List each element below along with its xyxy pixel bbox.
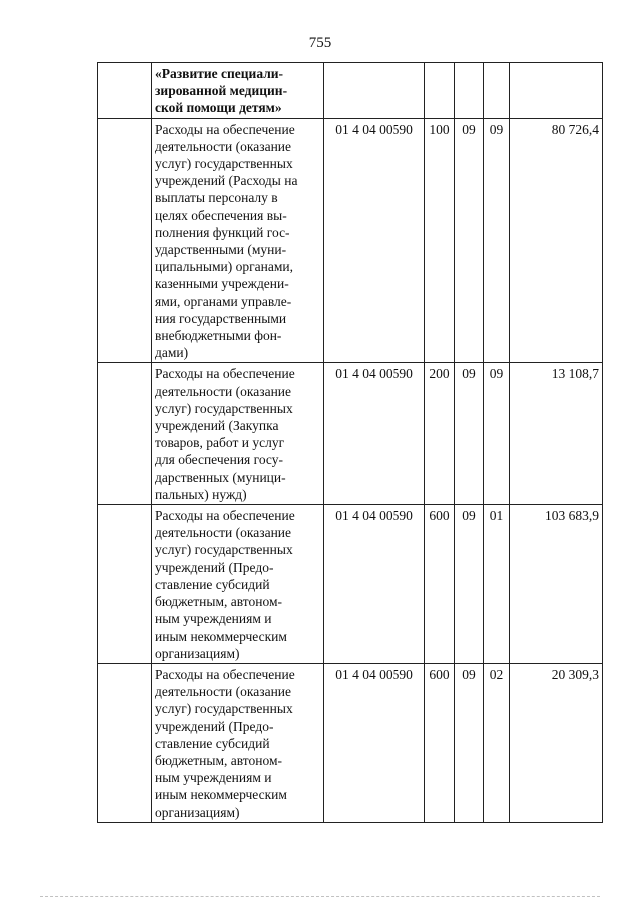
- section-cell: 09: [455, 663, 484, 822]
- expense-name-cell: [152, 63, 324, 119]
- expense-name-line: ями, органами управле-: [155, 293, 292, 309]
- expense-name-line: учреждений (Расходы на: [155, 173, 298, 189]
- expense-name-line: зированной медицин-: [155, 83, 288, 99]
- table-row: [98, 505, 603, 664]
- expense-name-line: ным учреждениям и: [155, 770, 272, 786]
- subsection-cell: [484, 63, 510, 119]
- expense-name-line: услуг) государственных: [155, 156, 293, 172]
- expense-name-cell: [152, 118, 324, 363]
- target-code-cell: 01 4 04 00590: [324, 663, 425, 822]
- amount-cell: 103 683,9: [510, 505, 603, 664]
- expense-name-line: деятельности (оказание: [155, 138, 292, 154]
- expense-name-line: целях обеспечения вы-: [155, 207, 287, 223]
- expense-name-line: «Развитие специали-: [155, 66, 284, 81]
- subsection-cell: 09: [484, 118, 510, 363]
- expense-name-line: ципальными) органами,: [155, 259, 293, 275]
- section-cell: 09: [455, 363, 484, 505]
- expense-name-line: Расходы на обеспечение: [155, 121, 295, 137]
- target-code-cell: [324, 63, 425, 119]
- expense-name-line: услуг) государственных: [155, 542, 293, 558]
- page-number: 755: [308, 35, 332, 51]
- expense-name-line: ской помощи детям»: [155, 100, 282, 116]
- amount-cell: 20 309,3: [510, 663, 603, 822]
- expense-name-line: организациям): [155, 804, 240, 820]
- expense-type-cell: 100: [425, 118, 455, 363]
- expense-name-line: полнения функций гос-: [155, 224, 290, 240]
- expense-name-line: дами): [155, 345, 189, 361]
- expense-name-line: учреждений (Закупка: [155, 418, 279, 434]
- empty-cell: [98, 118, 152, 363]
- expense-name-line: деятельности (оказание: [155, 525, 292, 541]
- expense-name-line: деятельности (оказание: [155, 383, 292, 399]
- expense-name-line: казенными учреждени-: [155, 276, 289, 292]
- table-row: [98, 663, 603, 822]
- expense-type-cell: 200: [425, 363, 455, 505]
- expense-name-line: услуг) государственных: [155, 400, 293, 416]
- expense-name-line: ставление субсидий: [155, 735, 270, 751]
- expense-name-line: иным некоммерческим: [155, 628, 287, 644]
- expense-name-line: дарственных (муници-: [155, 469, 286, 485]
- expense-name-line: ния государственными: [155, 310, 287, 326]
- subsection-cell: 09: [484, 363, 510, 505]
- table-row-program-header: [98, 63, 603, 119]
- table-row: [98, 363, 603, 505]
- expense-type-cell: 600: [425, 505, 455, 664]
- budget-table-body: [98, 63, 603, 823]
- expense-name-cell: [152, 505, 324, 664]
- expense-type-cell: [425, 63, 455, 119]
- expense-name-line: Расходы на обеспечение: [155, 366, 295, 382]
- empty-cell: [98, 63, 152, 119]
- subsection-cell: 02: [484, 663, 510, 822]
- expense-name-line: деятельности (оказание: [155, 684, 292, 700]
- amount-cell: [510, 63, 603, 119]
- expense-name-line: ставление субсидий: [155, 576, 270, 592]
- target-code-cell: 01 4 04 00590: [324, 363, 425, 505]
- expense-name-cell: [152, 663, 324, 822]
- empty-cell: [98, 363, 152, 505]
- expense-name-line: организациям): [155, 645, 240, 661]
- expense-name-line: Расходы на обеспечение: [155, 508, 295, 524]
- section-cell: 09: [455, 505, 484, 664]
- expense-name-line: учреждений (Предо-: [155, 559, 274, 575]
- expense-name-line: ным учреждениям и: [155, 611, 272, 627]
- empty-cell: [98, 663, 152, 822]
- scan-edge-line: [40, 896, 600, 897]
- expense-name-line: для обеспечения госу-: [155, 452, 283, 468]
- expense-name-line: бюджетным, автоном-: [155, 752, 283, 768]
- table-row: [98, 118, 603, 363]
- expense-name-line: Расходы на обеспечение: [155, 666, 295, 682]
- section-cell: 09: [455, 118, 484, 363]
- expense-name-line: выплаты персоналу в: [155, 190, 278, 206]
- empty-cell: [98, 505, 152, 664]
- expense-name-line: товаров, работ и услуг: [155, 435, 285, 451]
- expense-name-line: бюджетным, автоном-: [155, 594, 283, 610]
- target-code-cell: 01 4 04 00590: [324, 505, 425, 664]
- expense-type-cell: 600: [425, 663, 455, 822]
- expense-name-cell: [152, 363, 324, 505]
- amount-cell: 80 726,4: [510, 118, 603, 363]
- subsection-cell: 01: [484, 505, 510, 664]
- target-code-cell: 01 4 04 00590: [324, 118, 425, 363]
- expense-name-line: внебюджетными фон-: [155, 328, 282, 344]
- amount-cell: 13 108,7: [510, 363, 603, 505]
- expense-name-line: услуг) государственных: [155, 701, 293, 717]
- expense-name-line: пальных) нужд): [155, 486, 247, 502]
- expense-name-line: ударственными (муни-: [155, 242, 287, 258]
- expense-name-line: учреждений (Предо-: [155, 718, 274, 734]
- section-cell: [455, 63, 484, 119]
- budget-table: [97, 62, 603, 823]
- expense-name-line: иным некоммерческим: [155, 787, 287, 803]
